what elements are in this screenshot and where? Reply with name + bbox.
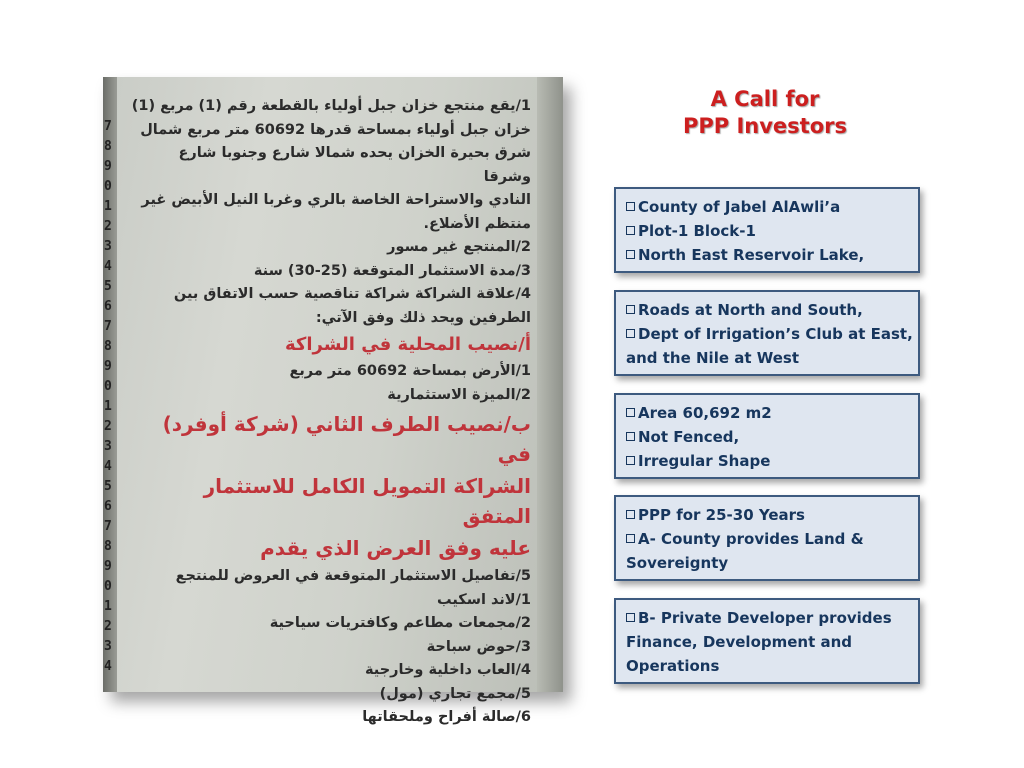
margin-number: 0 bbox=[104, 179, 112, 194]
checkbox-bullet-icon bbox=[626, 510, 635, 519]
article-line: 2/مجمعات مطاعم وكافتريات سياحية bbox=[269, 615, 531, 631]
bullet-item: Dept of Irrigation’s Club at East, bbox=[626, 322, 910, 346]
margin-number: 1 bbox=[104, 399, 112, 414]
margin-number: 7 bbox=[104, 319, 112, 334]
bullet-continuation: Finance, Development and bbox=[626, 633, 853, 651]
article-heading-b: ب/نصيب الطرف الثاني (شركة أوفرد) في bbox=[162, 412, 531, 466]
info-box-ppp-terms bbox=[614, 495, 920, 581]
bullet-item: Plot-1 Block-1 bbox=[626, 219, 910, 243]
checkbox-bullet-icon bbox=[626, 226, 635, 235]
margin-number: 2 bbox=[104, 619, 112, 634]
margin-number: 7 bbox=[104, 519, 112, 534]
bullet-item: A- County provides Land & bbox=[626, 527, 910, 551]
article-line: 1/الأرض بمساحة 60692 متر مربع bbox=[289, 363, 531, 379]
article-line: النادي والاستراحة الخاصة بالري وغربا النيل الأبيض غير bbox=[141, 192, 531, 208]
margin-number: 9 bbox=[104, 359, 112, 374]
checkbox-bullet-icon bbox=[626, 408, 635, 417]
checkbox-bullet-icon bbox=[626, 305, 635, 314]
article-line: 4/العاب داخلية وخارجية bbox=[364, 662, 531, 678]
article-heading-b: عليه وفق العرض الذي يقدم bbox=[260, 536, 531, 560]
margin-number: 4 bbox=[104, 459, 112, 474]
margin-number: 2 bbox=[104, 219, 112, 234]
article-line: 2/الميزة الاستثمارية bbox=[387, 386, 531, 403]
article-line: خزان جبل أولياء بمساحة قدرها 60692 متر مربع شمال bbox=[140, 121, 531, 138]
info-box-area bbox=[614, 393, 920, 479]
margin-number: 6 bbox=[104, 299, 112, 314]
article-line: شرق بحيرة الخزان يحده شمالا شارع وجنوبا شارع وشرقا bbox=[178, 145, 531, 185]
margin-number: 9 bbox=[104, 559, 112, 574]
info-box-developer bbox=[614, 598, 920, 684]
margin-number: 1 bbox=[104, 199, 112, 214]
article-line: 6/صالة أفراح وملحقاتها bbox=[362, 709, 531, 725]
margin-number: 4 bbox=[104, 259, 112, 274]
bullet-continuation: Sovereignty bbox=[626, 554, 729, 572]
checkbox-bullet-icon bbox=[626, 250, 635, 259]
margin-number: 1 bbox=[104, 599, 112, 614]
arabic-article bbox=[131, 95, 531, 730]
title-line-1: A Call for bbox=[710, 87, 820, 111]
margin-number: 8 bbox=[104, 539, 112, 554]
info-box-location bbox=[614, 187, 920, 273]
bullet-item: Roads at North and South, bbox=[626, 298, 910, 322]
bullet-item: PPP for 25-30 Years bbox=[626, 503, 910, 527]
article-line: 1/يقع منتجع خزان جبل أولياء بالقطعة رقم (1) مربع (1) bbox=[131, 98, 531, 114]
checkbox-bullet-icon bbox=[626, 534, 635, 543]
article-heading-b: الشراكة التمويل الكامل للاستثمار المتفق bbox=[203, 474, 531, 528]
margin-number: 2 bbox=[104, 419, 112, 434]
article-line: 2/المنتجع غير مسور bbox=[387, 239, 531, 255]
margin-number: 8 bbox=[104, 339, 112, 354]
checkbox-bullet-icon bbox=[626, 329, 635, 338]
bullet-item: County of Jabel AlAwli’a bbox=[626, 195, 910, 219]
bullet-item: B- Private Developer provides bbox=[626, 606, 910, 630]
article-heading-a: أ/نصيب المحلية في الشراكة bbox=[284, 334, 531, 355]
margin-number: 3 bbox=[104, 239, 112, 254]
slide-title bbox=[660, 86, 870, 140]
article-line: 5/مجمع تجاري (مول) bbox=[379, 685, 531, 702]
margin-number: 7 bbox=[104, 119, 112, 134]
bullet-item: North East Reservoir Lake, bbox=[626, 243, 910, 267]
margin-number: 9 bbox=[104, 159, 112, 174]
checkbox-bullet-icon bbox=[626, 613, 635, 622]
margin-number: 3 bbox=[104, 639, 112, 654]
margin-numbers bbox=[104, 117, 116, 677]
checkbox-bullet-icon bbox=[626, 432, 635, 441]
margin-number: 3 bbox=[104, 439, 112, 454]
checkbox-bullet-icon bbox=[626, 202, 635, 211]
article-line: 5/تفاصيل الاستثمار المتوقعة في العروض للمنتجع bbox=[175, 568, 531, 584]
margin-number: 0 bbox=[104, 579, 112, 594]
article-line: 1/لاند اسكيب bbox=[437, 591, 531, 608]
bullet-continuation: Operations bbox=[626, 657, 720, 675]
margin-number: 5 bbox=[104, 479, 112, 494]
title-line-2: PPP Investors bbox=[682, 114, 847, 138]
article-line: منتظم الأضلاع. bbox=[423, 215, 531, 232]
margin-number: 8 bbox=[104, 139, 112, 154]
bullet-item: Irregular Shape bbox=[626, 449, 910, 473]
info-box-boundaries bbox=[614, 290, 920, 376]
checkbox-bullet-icon bbox=[626, 456, 635, 465]
bullet-continuation: and the Nile at West bbox=[626, 349, 800, 367]
article-line: الطرفين ويحد ذلك وفق الآتي: bbox=[315, 309, 531, 326]
margin-number: 4 bbox=[104, 659, 112, 674]
bullet-item: Not Fenced, bbox=[626, 425, 910, 449]
newspaper-clipping-photo bbox=[103, 77, 563, 725]
bullet-item: Area 60,692 m2 bbox=[626, 401, 910, 425]
article-line: 3/حوض سباحة bbox=[426, 638, 531, 655]
photo-right-edge bbox=[537, 77, 563, 692]
margin-number: 0 bbox=[104, 379, 112, 394]
article-line: 4/علاقة الشراكة شراكة تناقصية حسب الاتفاق بين bbox=[173, 286, 531, 302]
margin-number: 5 bbox=[104, 279, 112, 294]
margin-number: 6 bbox=[104, 499, 112, 514]
article-line: 3/مدة الاستثمار المتوقعة (25-30) سنة bbox=[253, 262, 531, 279]
